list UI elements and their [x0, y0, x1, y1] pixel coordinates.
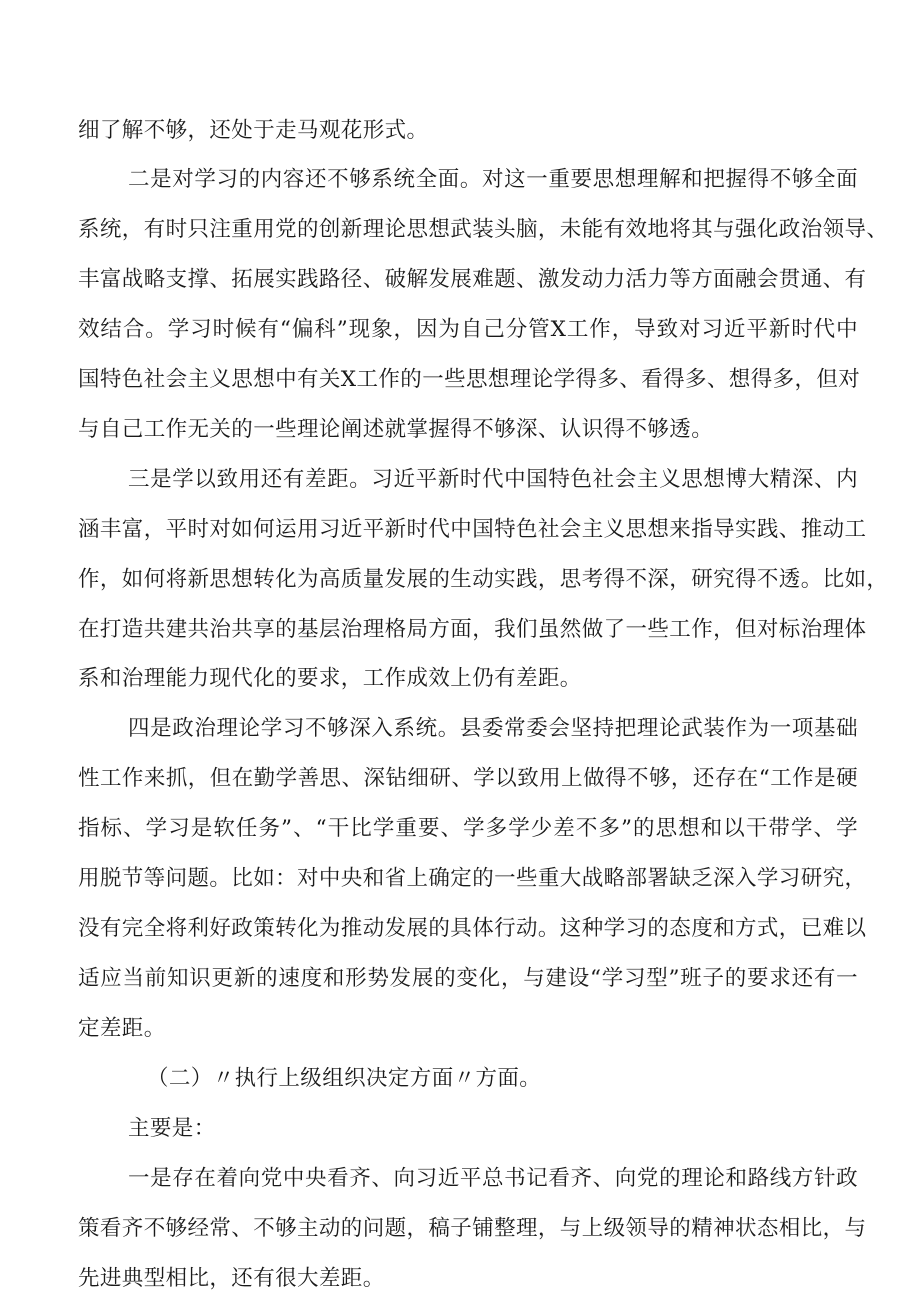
text-line: 性工作来抓，但在勤学善思、深钻细研、学以致用上做得不够，还存在“工作是硬 — [78, 766, 858, 791]
text-line: 二是对学习的内容还不够系统全面。对这一重要思想理解和把握得不够全面 — [128, 167, 858, 192]
text-line: 细了解不够，还处于走马观花形式。 — [78, 118, 429, 143]
text-line: 国特色社会主义思想中有关X工作的一些思想理论学得多、看得多、想得多，但对 — [78, 367, 861, 392]
text-line: 策看齐不够经常、不够主动的问题，稿子铺整理，与上级领导的精神状态相比，与 — [78, 1216, 867, 1241]
text-line: 四是政治理论学习不够深入系统。县委常委会坚持把理论武装作为一项基础 — [128, 716, 858, 741]
text-line: 丰富战略支撑、拓展实践路径、破解发展难题、激发动力活力等方面融会贯通、有 — [78, 267, 867, 292]
text-line: 涵丰富，平时对如何运用习近平新时代中国特色社会主义思想来指导实践、推动工 — [78, 517, 867, 542]
text-line: 系统，有时只注重用党的创新理论思想武装头脑，未能有效地将其与强化政治领导、 — [78, 217, 889, 242]
text-line: 先进典型相比，还有很大差距。 — [78, 1266, 385, 1291]
text-line: 三是学以致用还有差距。习近平新时代中国特色社会主义思想博大精深、内 — [128, 467, 858, 492]
text-line: 没有完全将利好政策转化为推动发展的具体行动。这种学习的态度和方式，已难以 — [78, 916, 867, 941]
text-line: 定差距。 — [78, 1016, 166, 1041]
text-line: 效结合。学习时候有“偏科”现象，因为自己分管X工作，导致对习近平新时代中 — [78, 317, 858, 342]
text-line: 系和治理能力现代化的要求，工作成效上仍有差距。 — [78, 666, 582, 691]
text-line: 主要是： — [128, 1116, 216, 1141]
section-heading: （二）〃执行上级组织决定方面〃方面。 — [147, 1066, 542, 1091]
text-line: 指标、学习是软任务”、“干比学重要、学多学少差不多”的思想和以干带学、学 — [78, 816, 858, 841]
text-line: 与自己工作无关的一些理论阐述就掌握得不够深、认识得不够透。 — [78, 417, 714, 442]
text-line: 适应当前知识更新的速度和形势发展的变化，与建设“学习型”班子的要求还有一 — [78, 966, 858, 991]
text-line: 一是存在着向党中央看齐、向习近平总书记看齐、向党的理论和路线方针政 — [128, 1166, 858, 1191]
text-line: 在打造共建共治共享的基层治理格局方面，我们虽然做了一些工作，但对标治理体 — [78, 617, 867, 642]
text-line: 作，如何将新思想转化为高质量发展的生动实践，思考得不深，研究得不透。比如， — [78, 567, 889, 592]
text-line: 用脱节等问题。比如：对中央和省上确定的一些重大战略部署缺乏深入学习研究， — [78, 866, 867, 891]
